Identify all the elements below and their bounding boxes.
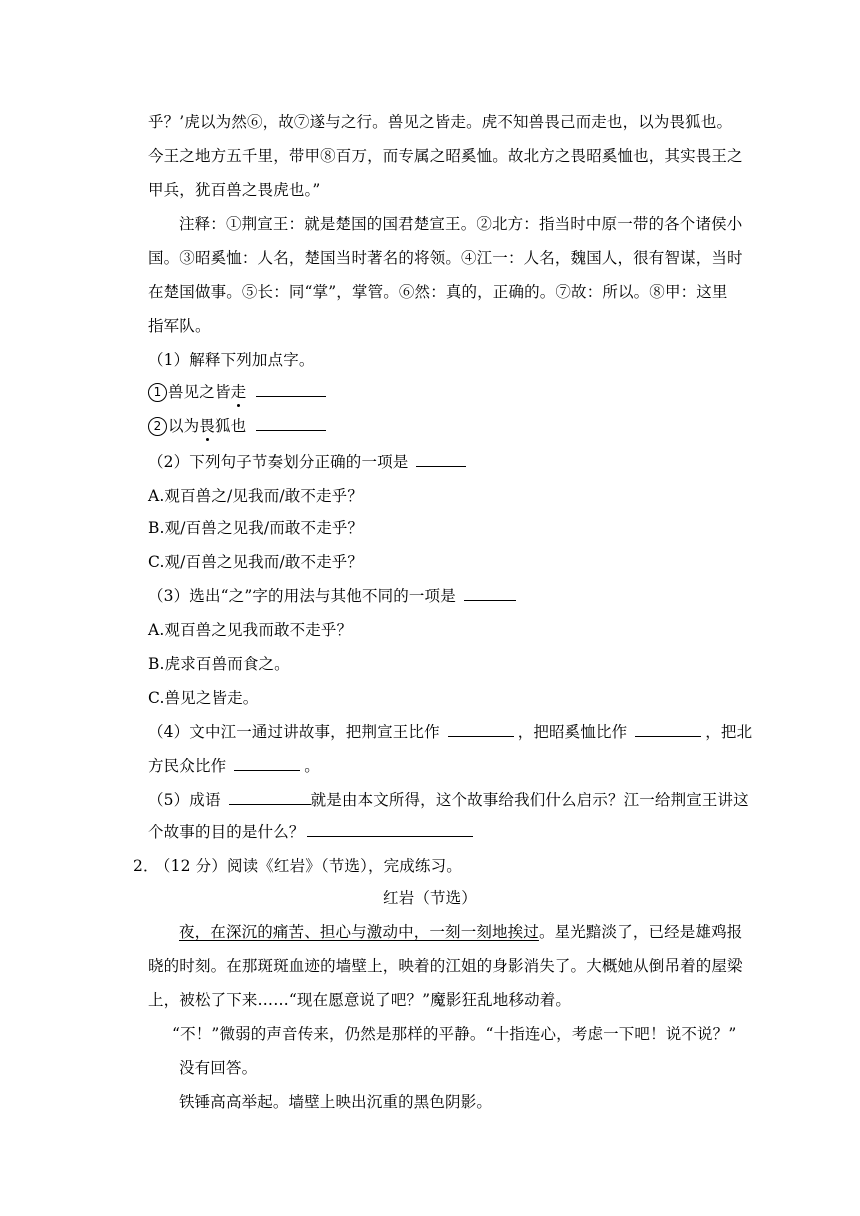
passage-line: 夜，在深沉的痛苦、担心与激动中，一刻一刻地挨过。星光黯淡了，已经是雄鸡报	[179, 923, 743, 941]
circled-number: 2	[148, 417, 167, 436]
answer-blank[interactable]	[464, 586, 516, 601]
q3-option: B.虎求百兽而食之。	[148, 655, 290, 673]
dotted-char: 走	[230, 383, 247, 401]
q1-item-1: 1 兽见之皆走	[148, 382, 738, 402]
q2-option: C.观/百兽之见我而/敢不走乎？	[148, 553, 364, 571]
q5-line: 个故事的目的是什么？	[148, 822, 738, 842]
q2-prompt: （2）下列句子节奏划分正确的一项是	[148, 452, 738, 472]
notes-line: 注释：①荆宣王：就是楚国的国君楚宣王。②北方：指当时中原一带的各个诸侯小	[179, 215, 743, 233]
answer-blank[interactable]	[635, 722, 701, 737]
dotted-char: 畏	[199, 417, 215, 435]
notes-line: 指军队。	[148, 317, 211, 335]
passage-line: 乎？’虎以为然⑥，故⑦遂与之行。兽见之皆走。虎不知兽畏己而走也，以为畏狐也。	[148, 113, 733, 131]
q3-prompt: （3）选出“之”字的用法与其他不同的一项是	[148, 586, 738, 606]
answer-blank[interactable]	[307, 822, 473, 837]
answer-blank[interactable]	[229, 790, 311, 805]
q1-item-2: 2 以为畏狐也	[148, 416, 738, 436]
answer-blank[interactable]	[448, 722, 514, 737]
passage-title: 红岩（节选）	[383, 889, 477, 907]
answer-blank[interactable]	[416, 452, 466, 467]
q4-line: （4）文中江一通过讲故事，把荆宣王比作 ，把昭奚恤比作 ，把北	[148, 723, 753, 741]
question-2-header: 2． （12 分）阅读《红岩》（节选），完成练习。	[133, 857, 462, 875]
passage-line: 今王之地方五千里，带甲⑧百万，而专属之昭奚恤。故北方之畏昭奚恤也，其实畏王之	[148, 147, 743, 165]
passage-line: 甲兵，犹百兽之畏虎也。”	[148, 181, 321, 199]
passage-line: 上，被松了下来……“现在愿意说了吧？”魔影狂乱地移动着。	[148, 991, 572, 1009]
answer-blank[interactable]	[234, 756, 300, 771]
notes-line: 在楚国做事。⑤长：同“掌”，掌管。⑥然：真的，正确的。⑦故：所以。⑧甲：这里	[148, 283, 728, 301]
q3-option: A.观百兽之见我而敢不走乎？	[148, 621, 353, 639]
underlined-sentence: 夜，在深沉的痛苦、担心与激动中，一刻一刻地挨过	[179, 923, 539, 941]
notes-line: 国。③昭奚恤：人名，楚国当时著名的将领。④江一：人名，魏国人，很有智谋，当时	[148, 249, 743, 267]
answer-blank[interactable]	[256, 416, 326, 431]
answer-blank[interactable]	[256, 382, 326, 397]
q5-line: （5）成语 就是由本文所得，这个故事给我们什么启示？江一给荆宣王讲这	[148, 791, 749, 809]
q2-option: B.观/百兽之见我/而敢不走乎？	[148, 519, 364, 537]
circled-number: 1	[148, 383, 167, 402]
passage-line: 铁锤高高举起。墙壁上映出沉重的黑色阴影。	[179, 1093, 493, 1111]
q4-line: 方民众比作 。	[148, 757, 320, 775]
passage-line: “不！”微弱的声音传来，仍然是那样的平静。“十指连心，考虑一下吧！说不说？”	[172, 1025, 737, 1043]
q1-prompt: （1）解释下列加点字。	[148, 351, 315, 369]
q2-option: A.观百兽之/见我而/敢不走乎？	[148, 487, 363, 505]
passage-line: 没有回答。	[179, 1059, 258, 1077]
q3-option: C.兽见之皆走。	[148, 689, 259, 707]
passage-line: 晓的时刻。在那斑斑血迹的墙壁上，映着的江姐的身影消失了。大概她从倒吊着的屋梁	[148, 957, 743, 975]
